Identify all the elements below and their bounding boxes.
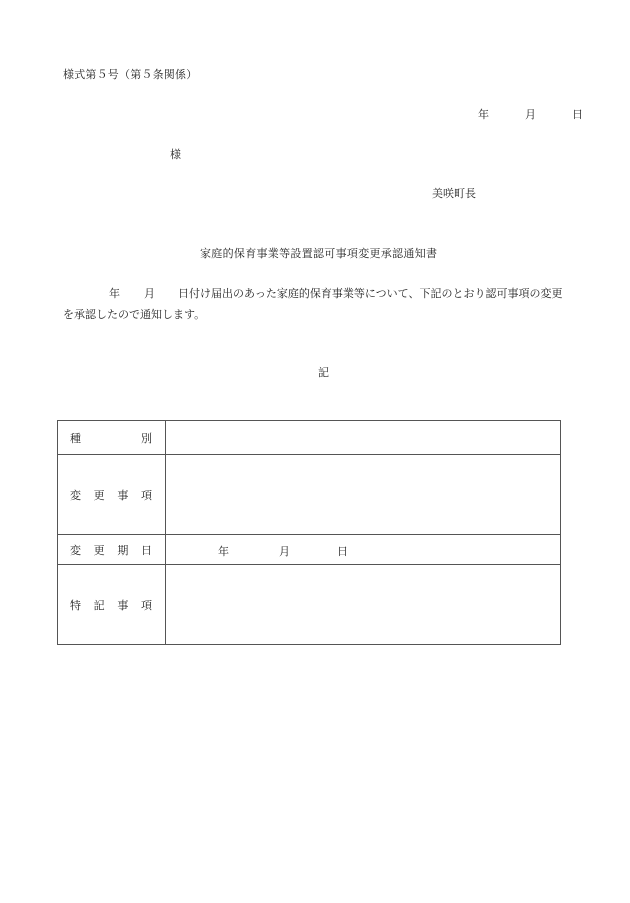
body-month: 月 xyxy=(144,287,155,300)
change-date-day: 日 xyxy=(337,545,348,558)
addressee-honorific: 様 xyxy=(170,148,181,161)
value-change-date[interactable] xyxy=(166,535,561,565)
value-change-items[interactable] xyxy=(166,455,561,535)
form-number: 様式第５号（第５条関係） xyxy=(63,68,198,81)
table-row-change-items xyxy=(58,455,561,535)
ki-heading: 記 xyxy=(318,366,329,379)
body-text xyxy=(63,283,593,325)
label-remarks: 特 記 事 項 xyxy=(58,565,166,645)
body-year: 年 xyxy=(109,287,120,300)
value-remarks[interactable] xyxy=(166,565,561,645)
detail-table xyxy=(57,420,561,645)
issuer-name: 美咲町長 xyxy=(432,187,476,200)
table-row-remarks xyxy=(58,565,561,645)
body-line2: を承認したので通知します。 xyxy=(63,308,206,321)
change-date-year: 年 xyxy=(218,545,229,558)
document-title: 家庭的保育事業等設置認可事項変更承認通知書 xyxy=(200,247,438,260)
label-change-date: 変 更 期 日 xyxy=(58,535,166,565)
body-line1: 日付け届出のあった家庭的保育事業等について、下記のとおり認可事項の変更 xyxy=(178,287,563,300)
value-type[interactable] xyxy=(166,421,561,455)
date-year-label: 年 xyxy=(478,108,489,121)
date-month-label: 月 xyxy=(525,108,536,121)
table-row-change-date xyxy=(58,535,561,565)
date-day-label: 日 xyxy=(572,108,583,121)
table-row-type xyxy=(58,421,561,455)
issue-date xyxy=(478,106,582,120)
change-date-month: 月 xyxy=(279,545,290,558)
label-change-items: 変 更 事 項 xyxy=(58,455,166,535)
label-type: 種 別 xyxy=(58,421,166,455)
